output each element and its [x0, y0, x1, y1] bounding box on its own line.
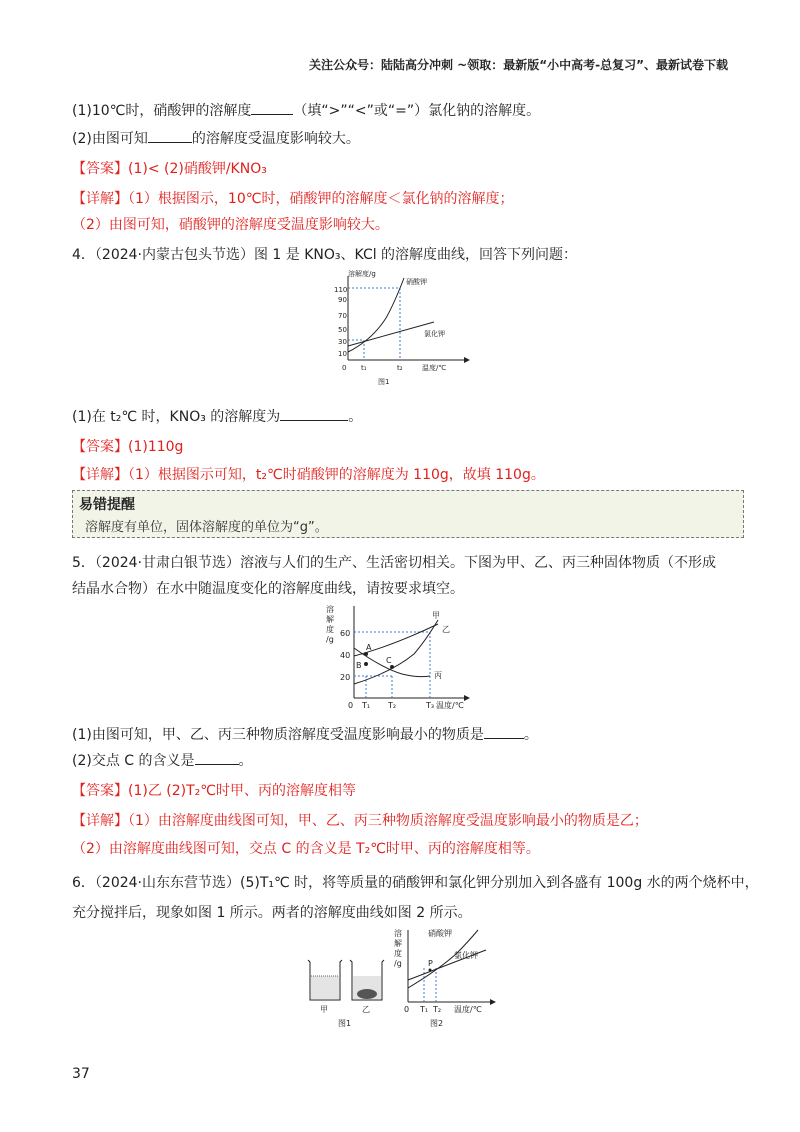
detail-tag: 【详解】: [72, 191, 128, 207]
label-bing: 丙: [434, 671, 442, 680]
q5-part2-text-a: (2)交点 C 的含义是: [72, 753, 195, 769]
y-axis-label-char: 解: [394, 939, 402, 948]
x-axis-label: 温度/℃: [454, 1005, 482, 1014]
ytick-70: 70: [338, 312, 347, 320]
origin-label: 0: [348, 701, 354, 710]
detail-tag: 【详解】: [72, 813, 128, 829]
curve1-label: 硝酸钾: [406, 278, 427, 286]
answer-blank[interactable]: [195, 750, 239, 765]
q3-part2: [72, 128, 360, 148]
q4-part1: [72, 406, 362, 426]
t1-label: t₁: [361, 364, 367, 372]
ytick-110: 110: [334, 286, 348, 294]
q5-answer-text: (1)乙 (2)T₂℃时甲、丙的溶解度相等: [128, 783, 356, 799]
ytick-50: 50: [338, 326, 347, 334]
q3-detail-1-text: （1）根据图示，10℃时，硝酸钾的溶解度＜氯化钠的溶解度；: [128, 191, 514, 207]
page-header: 关注公众号：陆陆高分冲刺 ~领取：最新版“小中高考-总复习”、最新试卷下载: [309, 58, 728, 72]
beaker-jia: [308, 960, 342, 1000]
y-axis-label-char: /g: [326, 635, 334, 644]
point-b: [364, 662, 368, 666]
t2-label: t₂: [397, 364, 403, 372]
q5-part2: [72, 750, 253, 770]
label-p: P: [428, 959, 433, 968]
T2-label: T₂: [388, 701, 397, 710]
curve-kcl: [348, 322, 434, 346]
q5-figure: [322, 600, 472, 712]
q3-detail-2: （2）由图可知，硝酸钾的溶解度受温度影响较大。: [72, 217, 389, 233]
origin-label: 0: [342, 364, 347, 372]
ytick-40: 40: [340, 651, 351, 660]
ytick-60: 60: [340, 629, 351, 638]
answer-tag: 【答案】: [72, 161, 128, 177]
error-tip-box: [72, 490, 744, 538]
y-axis-label-char: /g: [394, 959, 402, 968]
q5-detail-1: [72, 810, 648, 830]
curve2-label: 氯化钾: [454, 951, 478, 960]
q5-stem-1: 5．（2024·甘肃白银节选）溶液与人们的生产、生活密切相关。下图为甲、乙、丙三种固体物质（不形成: [72, 555, 716, 571]
answer-blank[interactable]: [484, 724, 524, 739]
ytick-30: 30: [338, 338, 347, 346]
detail-tag: 【详解】: [72, 467, 128, 483]
ytick-20: 20: [340, 673, 351, 682]
answer-tag: 【答案】: [72, 439, 128, 455]
answer-tag: 【答案】: [72, 783, 128, 799]
y-axis-label-char: 溶: [394, 929, 402, 938]
T3-label: T₃: [426, 701, 435, 710]
q5-part2-text-b: 。: [238, 753, 253, 769]
q3-part2-text-a: (2)由图可知: [72, 131, 148, 147]
q5-answer: [72, 780, 356, 800]
q4-part1-text-a: (1)在 t₂℃ 时，KNO₃ 的溶解度为: [72, 409, 281, 425]
y-axis-label-char: 度: [394, 949, 402, 958]
point-p: [429, 969, 432, 972]
beaker-yi: [350, 960, 384, 1000]
q5-detail-2: （2）由溶解度曲线图可知，交点 C 的含义是 T₂℃时甲、丙的溶解度相等。: [72, 841, 540, 857]
q4-answer-text: (1)110g: [128, 439, 184, 455]
answer-blank[interactable]: [251, 100, 293, 115]
q5-stem-2: 结晶水合物）在水中随温度变化的溶解度曲线，请按要求填空。: [72, 581, 464, 597]
ytick-90: 90: [338, 296, 347, 304]
curve2-label: 氯化钾: [424, 330, 445, 338]
q4-detail-text: （1）根据图示可知，t₂℃时硝酸钾的溶解度为 110g，故填 110g。: [128, 467, 545, 483]
label-jia: 甲: [432, 611, 440, 620]
curve-kno3: [348, 278, 404, 352]
q3-part1-text-a: (1)10℃时，硝酸钾的溶解度: [72, 103, 252, 119]
ytick-10: 10: [338, 350, 347, 358]
q3-answer: [72, 158, 267, 178]
x-axis-label: 温度/℃: [436, 701, 464, 710]
tip-text: 溶解度有单位，固体溶解度的单位为“g”。: [85, 520, 328, 535]
label-yi: 乙: [362, 1005, 370, 1014]
label-c: C: [386, 656, 392, 665]
answer-blank[interactable]: [148, 128, 192, 143]
T1-label: T₁: [420, 1005, 429, 1014]
y-axis-label-char: 度: [326, 625, 334, 634]
q6-stem-2: 充分搅拌后，现象如图 1 所示。两者的溶解度曲线如图 2 所示。: [72, 905, 472, 921]
q6-figure2: [390, 924, 502, 1030]
q3-part2-text-b: 的溶解度受温度影响较大。: [191, 131, 360, 147]
q5-detail-1-text: （1）由溶解度曲线图可知，甲、乙、丙三种物质溶解度受温度影响最小的物质是乙；: [128, 813, 648, 829]
figure-caption: 图1: [378, 378, 390, 386]
page-number: 37: [72, 1066, 90, 1082]
label-yi: 乙: [442, 625, 450, 634]
label-a: A: [366, 643, 372, 652]
T1-label: T₁: [362, 701, 371, 710]
q3-answer-text: (1)< (2)硝酸钾/KNO₃: [128, 161, 267, 177]
y-axis-label-char: 溶: [326, 605, 334, 614]
tip-title: 易错提醒: [79, 497, 135, 513]
point-a: [364, 652, 368, 656]
label-jia: 甲: [320, 1005, 328, 1014]
q4-detail: [72, 464, 545, 484]
figure2-caption: 图2: [430, 1019, 444, 1028]
y-axis-label: 溶解度/g: [348, 270, 376, 278]
answer-blank[interactable]: [280, 406, 348, 421]
q4-answer: [72, 436, 183, 456]
q5-part1-text-a: (1)由图可知，甲、乙、丙三种物质溶解度受温度影响最小的物质是: [72, 727, 484, 743]
q6-stem-1: 6．（2024·山东东营节选）(5)T₁℃ 时，将等质量的硝酸钾和氯化钾分别加入到各盛有 100g 水的两个烧杯中，: [72, 875, 759, 891]
x-axis-label: 温度/℃: [422, 364, 447, 372]
curve1-label: 硝酸钾: [428, 929, 452, 938]
point-c: [390, 665, 394, 669]
q3-part1: [72, 100, 540, 120]
origin-label: 0: [404, 1005, 410, 1014]
figure1-caption: 图1: [338, 1019, 352, 1028]
label-b: B: [356, 661, 362, 670]
q5-part1-text-b: 。: [523, 727, 538, 743]
q4-figure: [334, 270, 474, 388]
q4-part1-text-b: 。: [348, 409, 363, 425]
q3-part1-text-b: （填“>”“<”或“=”）氯化钠的溶解度。: [293, 103, 541, 119]
q3-detail-1: [72, 188, 513, 208]
q5-part1: [72, 724, 538, 744]
q4-stem: 4．（2024·内蒙古包头节选）图 1 是 KNO₃、KCl 的溶解度曲线，回答下列问题：: [72, 247, 578, 263]
T2-label: T₂: [433, 1005, 442, 1014]
y-axis-label-char: 解: [326, 615, 334, 624]
